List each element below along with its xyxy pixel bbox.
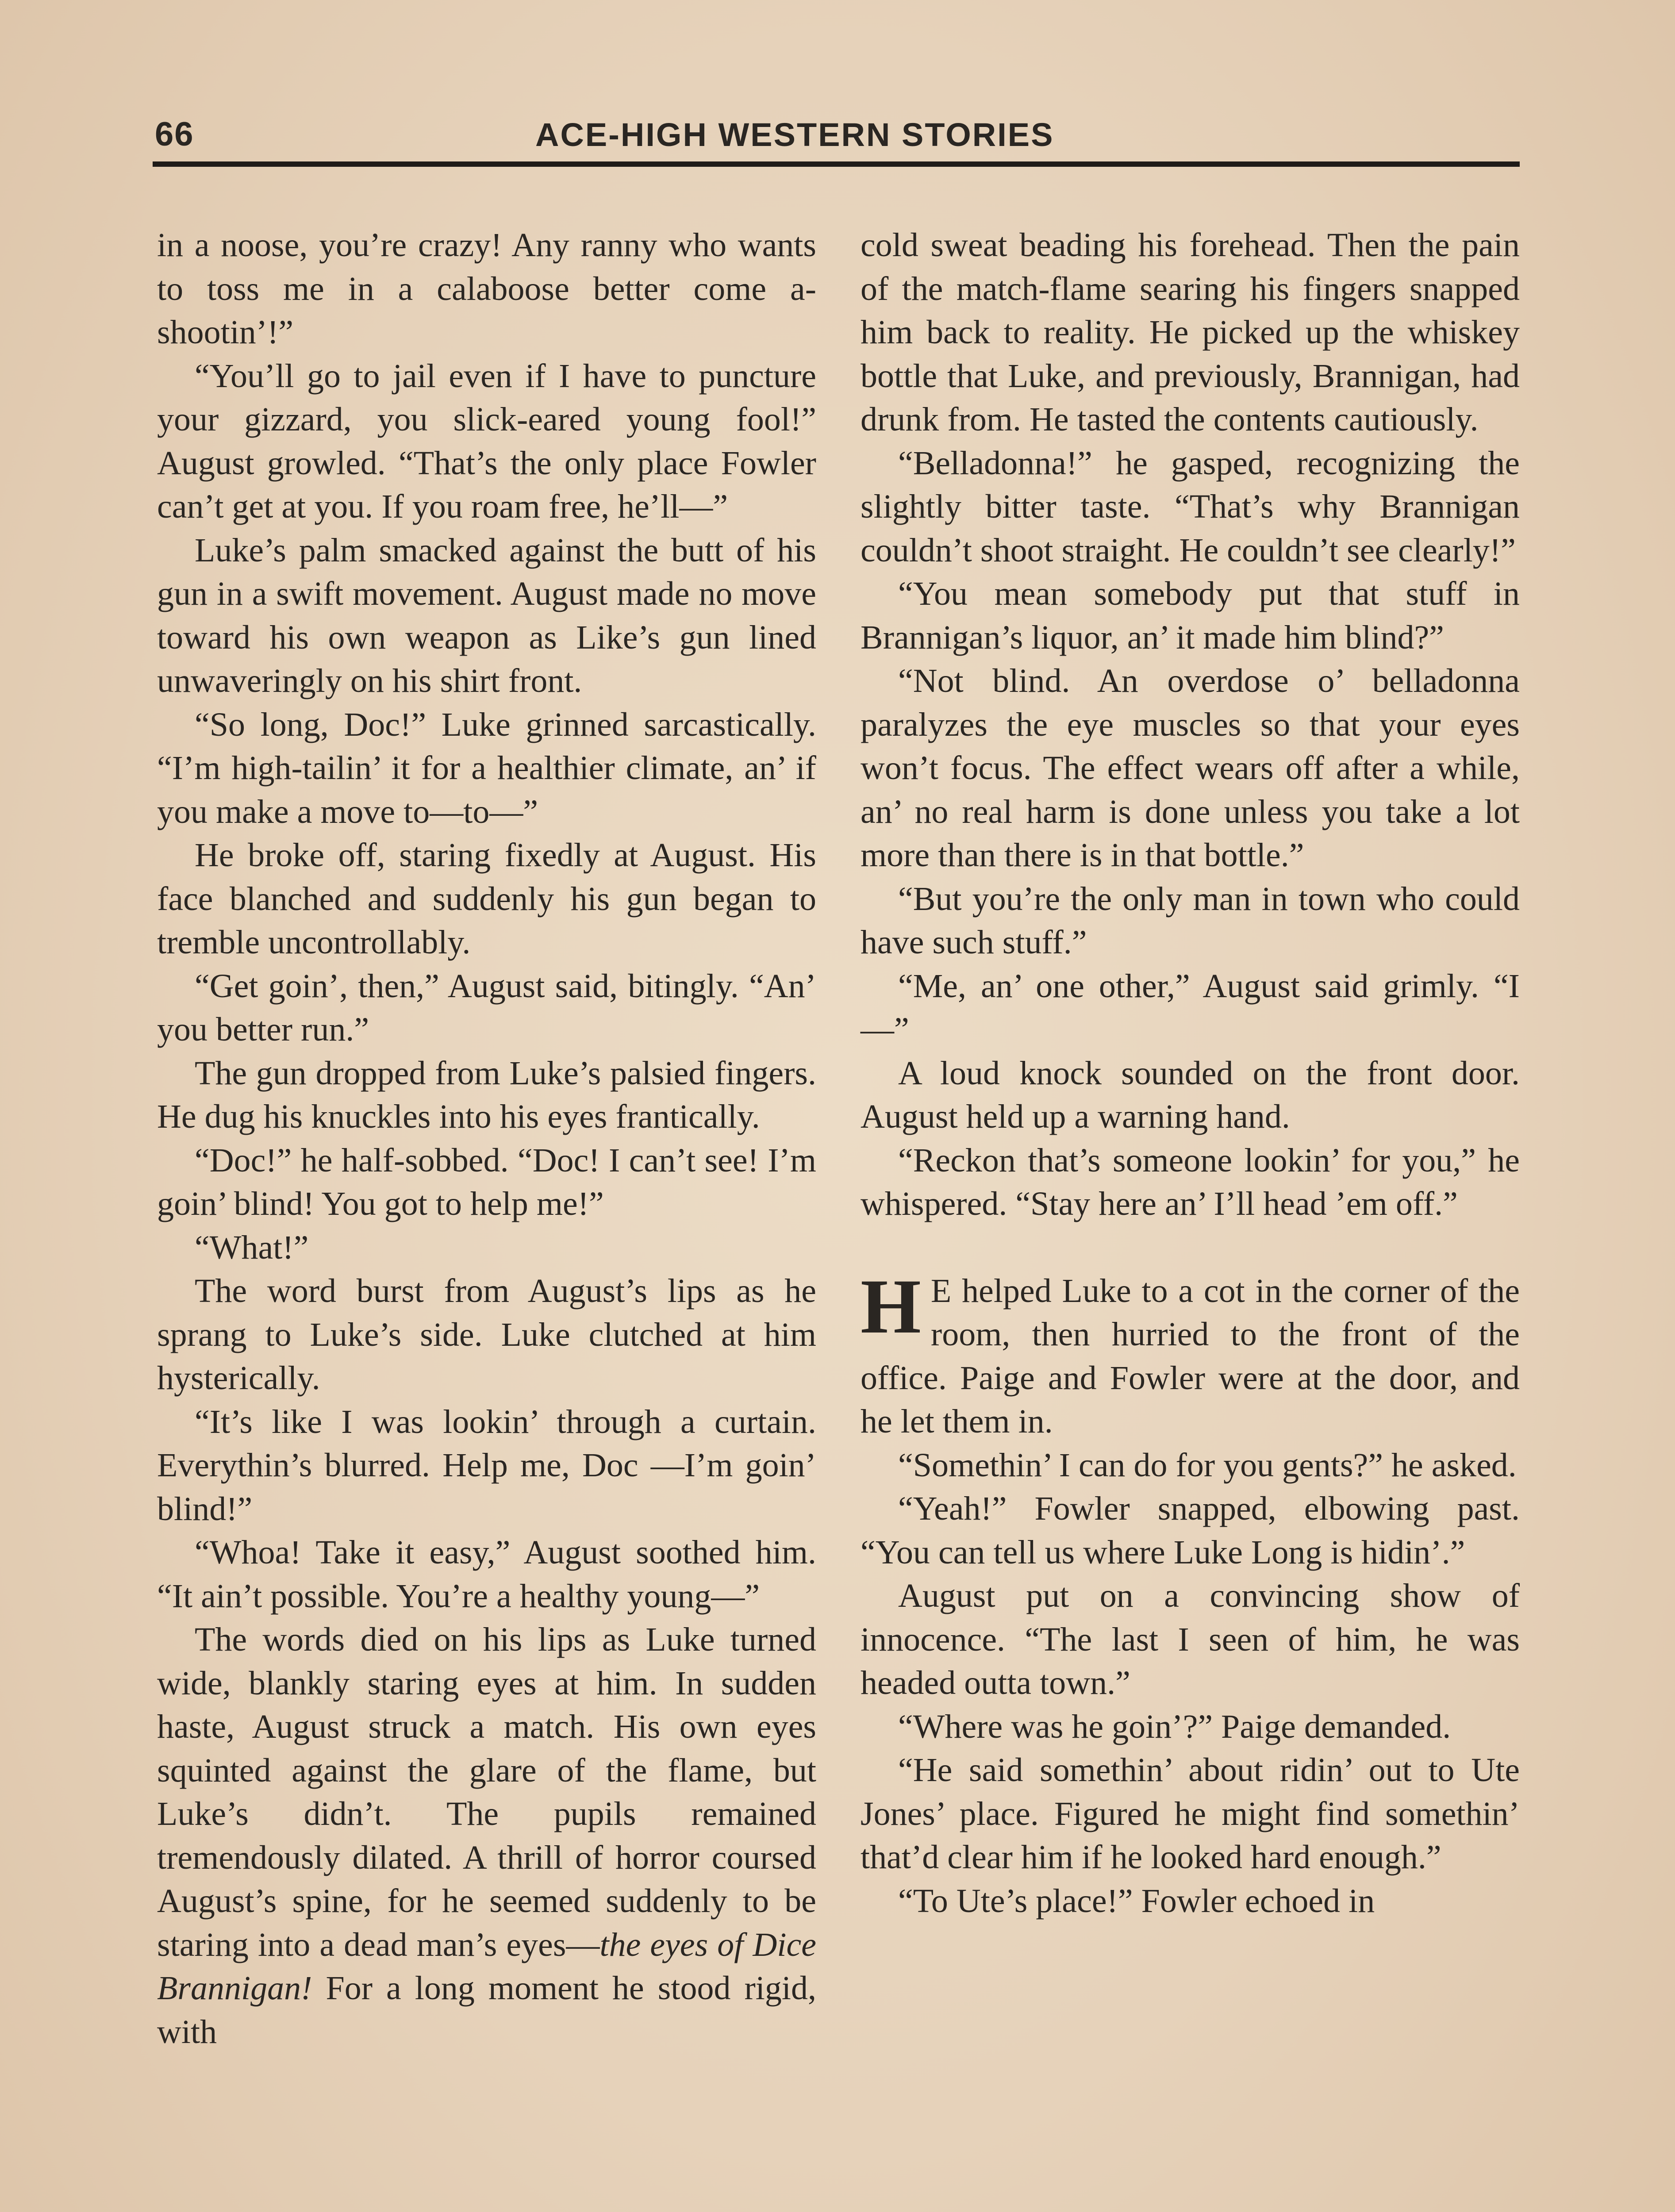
left-column <box>157 223 816 2054</box>
paragraph: “Somethin’ I can do for you gents?” he asked. <box>898 1446 1517 1484</box>
paragraph: “He said somethin’ about ridin’ out to Ute Jones’ place. Figured he might find somethin’ that’d clear him if he looked hard enough.” <box>861 1751 1520 1876</box>
paragraph: “Doc!” he half-sobbed. “Doc! I can’t see! I’m goin’ blind! You got to help me!” <box>157 1141 816 1222</box>
paragraph: The gun dropped from Luke’s palsied fingers. He dug his knuckles into his eyes frantically. <box>157 1054 816 1135</box>
right-column <box>861 223 1520 1923</box>
page-header <box>155 106 1522 164</box>
paragraph: cold sweat beading his forehead. Then the pain of the match-flame searing his fingers snapped him back to reality. He picked up the whiskey bottle that Luke, and previously, Brannigan, had drunk from. He tasted the contents cautiously. <box>861 227 1520 438</box>
paragraph: “Reckon that’s someone lookin’ for you,” he whispered. “Stay here an’ I’ll head ’em off.” <box>861 1141 1520 1222</box>
paragraph-text: E helped Luke to a cot in the corner of the room, then hurried to the front of the office. Paige and Fowler were at the door, and he let them in. <box>861 1272 1520 1440</box>
paragraph: in a noose, you’re crazy! Any ranny who wants to toss me in a calaboose better come a-shootin’!” <box>157 227 816 351</box>
paragraph: A loud knock sounded on the front door. August held up a warning hand. <box>861 1054 1520 1135</box>
paragraph: “But you’re the only man in town who could have such stuff.” <box>861 880 1520 961</box>
running-title: ACE-HIGH WESTERN STORIES <box>535 116 1054 153</box>
paragraph: He broke off, staring fixedly at August. His face blanched and suddenly his gun began to tremble uncontrollably. <box>157 837 816 961</box>
paragraph: “It’s like I was lookin’ through a curtain. Everythin’s blurred. Help me, Doc —I’m goin’ blind!” <box>157 1403 816 1528</box>
paragraph: “Me, an’ one other,” August said grimly. “I—” <box>861 967 1520 1048</box>
header-rule <box>153 161 1520 167</box>
italic-phrase: the eyes of Dice Brannigan! <box>157 1926 817 2007</box>
paragraph: “Whoa! Take it easy,” August soothed him. “It ain’t possible. You’re a healthy young—” <box>157 1534 816 1615</box>
paragraph: “What!” <box>195 1229 309 1266</box>
paragraph: “Not blind. An overdose o’ belladonna paralyzes the eye muscles so that your eyes won’t focus. The effect wears off after a while, an’ no real harm is done unless you take a lot more than there is in that bottle.” <box>861 662 1520 874</box>
paragraph-text: The words died on his lips as Luke turned wide, blankly staring eyes at him. In sudden haste, August struck a match. His own eyes squinted against the glare of the flame, but Luke’s didn’t. The pupils remained tremendously dilated. A thrill of horror coursed August’s spine, for he seemed suddenly to be staring into a dead man’s eyes— <box>157 1621 816 1963</box>
paragraph: “Get goin’, then,” August said, bitingly. “An’ you better run.” <box>157 967 816 1048</box>
paragraph: “To Ute’s place!” Fowler echoed in <box>898 1882 1375 1920</box>
paragraph: “Belladonna!” he gasped, recognizing the slightly bitter taste. “That’s why Brannigan couldn’t shoot straight. He couldn’t see clearly!” <box>861 444 1520 569</box>
paragraph <box>157 1618 816 2054</box>
paragraph: The word burst from August’s lips as he sprang to Luke’s side. Luke clutched at him hysterically. <box>157 1272 816 1397</box>
paragraph-continuation: For a long moment he stood rigid, with <box>157 1970 816 2051</box>
paragraph: “Where was he goin’?” Paige demanded. <box>898 1708 1451 1745</box>
paragraph: “So long, Doc!” Luke grinned sarcastically. “I’m high-tailin’ it for a healthier climate, an’ if you make a move to—to—” <box>157 706 816 830</box>
paragraph: Luke’s palm smacked against the butt of his gun in a swift movement. August made no move toward his own weapon as Like’s gun lined unwaveringly on his shirt front. <box>157 531 816 699</box>
paragraph: “You’ll go to jail even if I have to puncture your gizzard, you slick-eared young fool!” August growled. “That’s the only place Fowler can’t get at you. If you roam free, he’ll—” <box>157 357 816 525</box>
section-break <box>861 1226 1520 1269</box>
paragraph: August put on a convincing show of innocence. “The last I seen of him, he was headed outta town.” <box>861 1577 1520 1701</box>
section-opening-paragraph <box>861 1263 1520 1444</box>
paragraph: “You mean somebody put that stuff in Brannigan’s liquor, an’ it made him blind?” <box>861 575 1520 656</box>
drop-cap: H <box>861 1263 921 1350</box>
paragraph: “Yeah!” Fowler snapped, elbowing past. “You can tell us where Luke Long is hidin’.” <box>861 1490 1520 1571</box>
page-number: 66 <box>155 115 194 153</box>
